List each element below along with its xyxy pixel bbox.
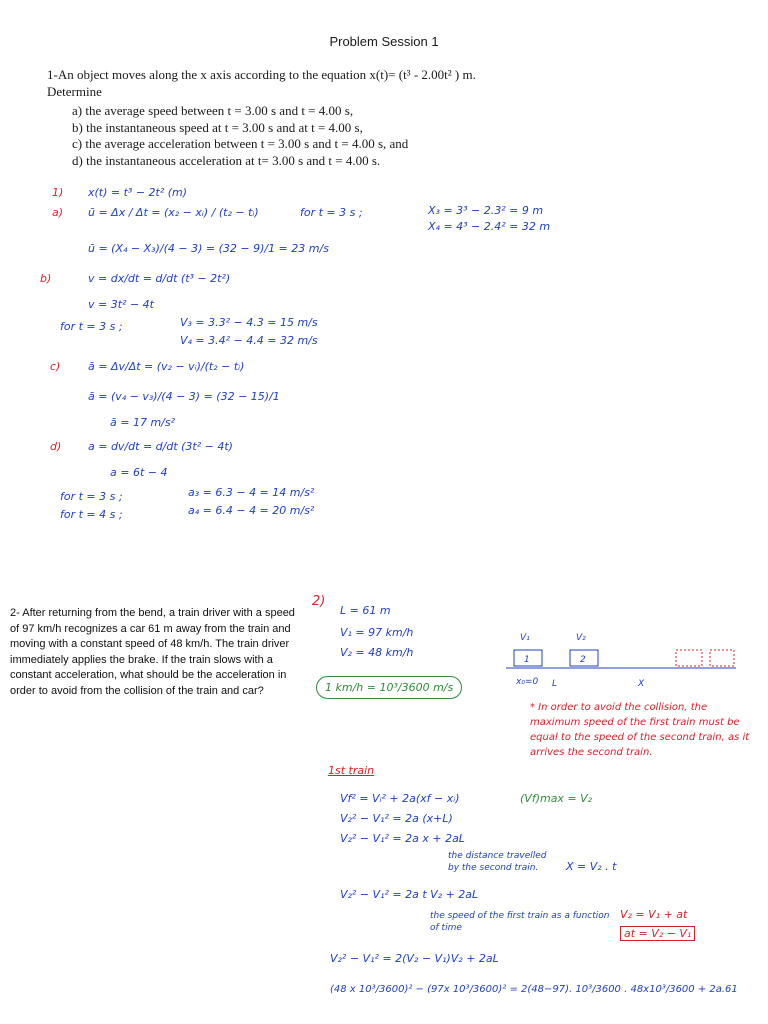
x0-label: x₀=0 [516, 677, 539, 687]
problem2-statement: 2- After returning from the bend, a train driver with a speed of 97 km/h recognizes a car 61 m away from the train and moving with a constant speed of 48 km/h. The train driver immediately applies the brake. If the train slows with a constant acceleration, what should be the acceleration in order to avoid from the collision of the train and car? [10, 607, 295, 697]
part-c: c) the average acceleration between t = 3.00 s and t = 4.00 s, and [72, 136, 409, 151]
b-derivative: v = dx/dt = d/dt (t³ − 2t²) [88, 272, 231, 285]
d-for4: for t = 4 s ; [60, 508, 123, 521]
part-d: d) the instantaneous acceleration at t= 3.00 s and t = 4.00 s. [72, 152, 381, 168]
problem1-statement [47, 66, 727, 100]
a-result: ū = (X₄ − X₃)/(4 − 3) = (32 − 9)/1 = 23 m/s [88, 242, 329, 255]
b-v3: V₃ = 3.3² − 4.3 = 15 m/s [180, 316, 318, 329]
eq2: V₂² − V₁² = 2a (x+L) [340, 812, 453, 825]
a-x4: X₄ = 4³ − 2.4² = 32 m [428, 220, 551, 233]
d-a4: a₄ = 6.4 − 4 = 20 m/s² [188, 504, 315, 517]
part-a: a) the average speed between t = 3.00 s and t = 4.00 s, [72, 103, 354, 118]
given-L: L = 61 m [340, 604, 391, 617]
train-diagram [506, 628, 756, 688]
a-x3: X₃ = 3³ − 2.3² = 9 m [428, 204, 544, 217]
d-for3: for t = 3 s ; [60, 490, 123, 503]
given-v2: V₂ = 48 km/h [340, 646, 414, 659]
vmax: (Vf)max = V₂ [520, 792, 593, 805]
distance-note: the distance travelled by the second train. [448, 851, 547, 873]
d-a: a = 6t − 4 [110, 466, 168, 479]
b-v: v = 3t² − 4t [88, 298, 154, 311]
v2-eq: V₂ = V₁ + at [620, 908, 688, 921]
L-label: L [552, 679, 558, 688]
b-v4: V₄ = 3.4² − 4.4 = 32 m/s [180, 334, 318, 347]
label-c: c) [50, 360, 61, 373]
x-equation: X = V₂ . t [566, 860, 617, 873]
eq3: V₂² − V₁² = 2a x + 2aL [340, 832, 465, 845]
unit-conversion: 1 km/h = 10³/3600 m/s [316, 676, 462, 699]
eq6: (48 x 10³/3600)² − (97x 10³/3600)² = 2(48−97). 10³/3600 . 48x10³/3600 + 2a.61 [330, 984, 738, 995]
eq5: V₂² − V₁² = 2(V₂ − V₁)V₂ + 2aL [330, 952, 499, 965]
label-1: 1) [52, 186, 64, 199]
car1-label: 1 [524, 655, 530, 665]
train-car-1-final [676, 650, 702, 666]
label-2: 2) [312, 594, 326, 609]
label-d: d) [50, 440, 62, 453]
b-for: for t = 3 s ; [60, 320, 123, 333]
first-train-label: 1st train [328, 764, 375, 777]
page-title: Problem Session 1 [329, 34, 439, 49]
car2-label: 2 [580, 655, 586, 665]
eq1: Vf² = Vᵢ² + 2a(xf − xᵢ) [340, 792, 460, 805]
label-b: b) [40, 272, 52, 285]
given-v1: V₁ = 97 km/h [340, 626, 414, 639]
eq-x: x(t) = t³ − 2t² (m) [88, 186, 188, 199]
d-derivative: a = dv/dt = d/dt (3t² − 4t) [88, 440, 233, 453]
speed-note: the speed of the first train as a function of time [430, 911, 610, 933]
c-avg: ā = Δv/Δt = (v₂ − vᵢ)/(t₂ − tᵢ) [88, 360, 245, 373]
v1-label: V₁ [520, 633, 530, 643]
problem1-line2: Determine [47, 84, 102, 99]
c-sub: ā = (v₄ − v₃)/(4 − 3) = (32 − 15)/1 [88, 390, 280, 403]
part-b: b) the instantaneous speed at t = 3.00 s and at t = 4.00 s, [72, 119, 363, 135]
X-label: X [638, 679, 645, 688]
problem1-line1: 1-An object moves along the x axis according to the equation x(t)= (t³ - 2.00t² ) m. [47, 67, 476, 82]
a-avg: ū = Δx / Δt = (x₂ − xᵢ) / (t₂ − tᵢ) [88, 206, 259, 219]
c-result: ā = 17 m/s² [110, 416, 176, 429]
train-car-2-final [710, 650, 734, 666]
collision-note: * In order to avoid the collision, the maximum speed of the first train must be equal to the speed of the second train, as it arrives the second train. [530, 702, 750, 758]
label-a: a) [52, 206, 64, 219]
eq4: V₂² − V₁² = 2a t V₂ + 2aL [340, 888, 479, 901]
a-for: for t = 3 s ; [300, 206, 363, 219]
at-eq: at = V₂ − V₁ [620, 926, 695, 941]
problem1-parts [72, 103, 408, 169]
v2-label: V₂ [576, 633, 586, 643]
d-a3: a₃ = 6.3 − 4 = 14 m/s² [188, 486, 315, 499]
